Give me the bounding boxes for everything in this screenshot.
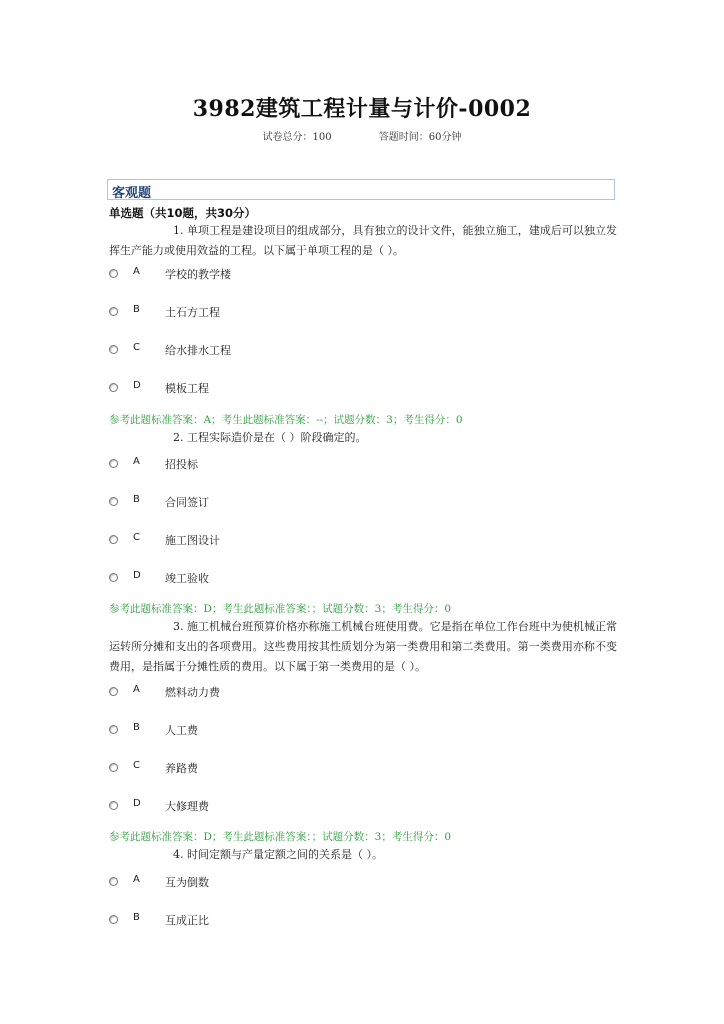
option-letter: C [133,532,140,543]
radio-button[interactable] [109,269,118,278]
question-text: 单项工程是建设项目的组成部分，具有独立的设计文件，能独立施工，建成后可以独立发挥生产能力或使用效益的工程。以下属于单项工程的是（ ）。 [109,224,618,257]
option-letter: D [133,798,141,809]
option-letter: B [133,912,140,923]
option-text: 合同签订 [165,496,209,509]
radio-button[interactable] [109,345,118,354]
option-text: 给水排水工程 [165,344,231,357]
option-letter: C [133,760,140,771]
section-header [107,179,615,200]
radio-button[interactable] [109,535,118,544]
question-number: 3. [173,620,184,633]
question-text: 工程实际造价是在（ ）阶段确定的。 [187,431,367,444]
option-letter: D [133,570,141,581]
answer-feedback: 参考此题标准答案：D；考生此题标准答案：；试题分数：3；考生得分：0 [109,831,452,843]
radio-button[interactable] [109,877,118,886]
option-letter: D [133,380,141,391]
option-text: 模板工程 [165,382,209,395]
radio-button[interactable] [109,915,118,924]
option-letter: A [133,456,140,467]
radio-button[interactable] [109,763,118,772]
answer-feedback: 参考此题标准答案：D；考生此题标准答案：；试题分数：3；考生得分：0 [109,603,452,615]
option-letter: A [133,874,140,885]
option-text: 学校的教学楼 [165,268,231,281]
option-letter: B [133,722,140,733]
option-text: 大修理费 [165,800,209,813]
radio-button[interactable] [109,307,118,316]
option-letter: C [133,342,140,353]
answer-time: 答题时间：60分钟 [378,132,462,143]
total-score: 试卷总分：100 [262,132,332,143]
question-number: 4. [173,848,184,861]
option-text: 人工费 [165,724,198,737]
option-text: 竣工验收 [165,572,209,585]
option-letter: B [133,304,140,315]
question-number: 1. [173,224,184,237]
option-text: 施工图设计 [165,534,220,547]
question-number: 2. [173,431,184,444]
radio-button[interactable] [109,801,118,810]
question-1 [109,221,617,261]
radio-button[interactable] [109,383,118,392]
option-text: 燃料动力费 [165,686,220,699]
question-text: 施工机械台班预算价格亦称施工机械台班使用费。它是指在单位工作台班中为使机械正常运转所分摊和支出的各项费用。这些费用按其性质划分为第一类费用和第二类费用。第一类费用亦称不变费用，是指属于分摊性质的费用。以下属于第一类费用的是（ ）。 [109,620,618,673]
radio-button[interactable] [109,497,118,506]
exam-meta [0,128,724,143]
option-text: 互成正比 [165,914,209,927]
radio-button[interactable] [109,573,118,582]
section-title: 客观题 [112,186,152,201]
answer-feedback: 参考此题标准答案：A；考生此题标准答案：--；试题分数：3；考生得分：0 [109,414,463,426]
radio-button[interactable] [109,687,118,696]
radio-button[interactable] [109,725,118,734]
radio-button[interactable] [109,459,118,468]
option-text: 互为倒数 [165,876,209,889]
option-letter: B [133,494,140,505]
question-4 [109,845,617,865]
question-text: 时间定额与产量定额之间的关系是（ ）。 [187,848,383,861]
option-letter: A [133,266,140,277]
option-text: 招投标 [165,458,198,471]
question-3 [109,617,617,677]
exam-title: 3982建筑工程计量与计价-0002 [192,96,532,122]
option-text: 土石方工程 [165,306,220,319]
option-text: 养路费 [165,762,198,775]
question-2 [109,428,617,448]
option-letter: A [133,684,140,695]
subsection-title: 单选题（共10题，共30分） [109,206,257,220]
